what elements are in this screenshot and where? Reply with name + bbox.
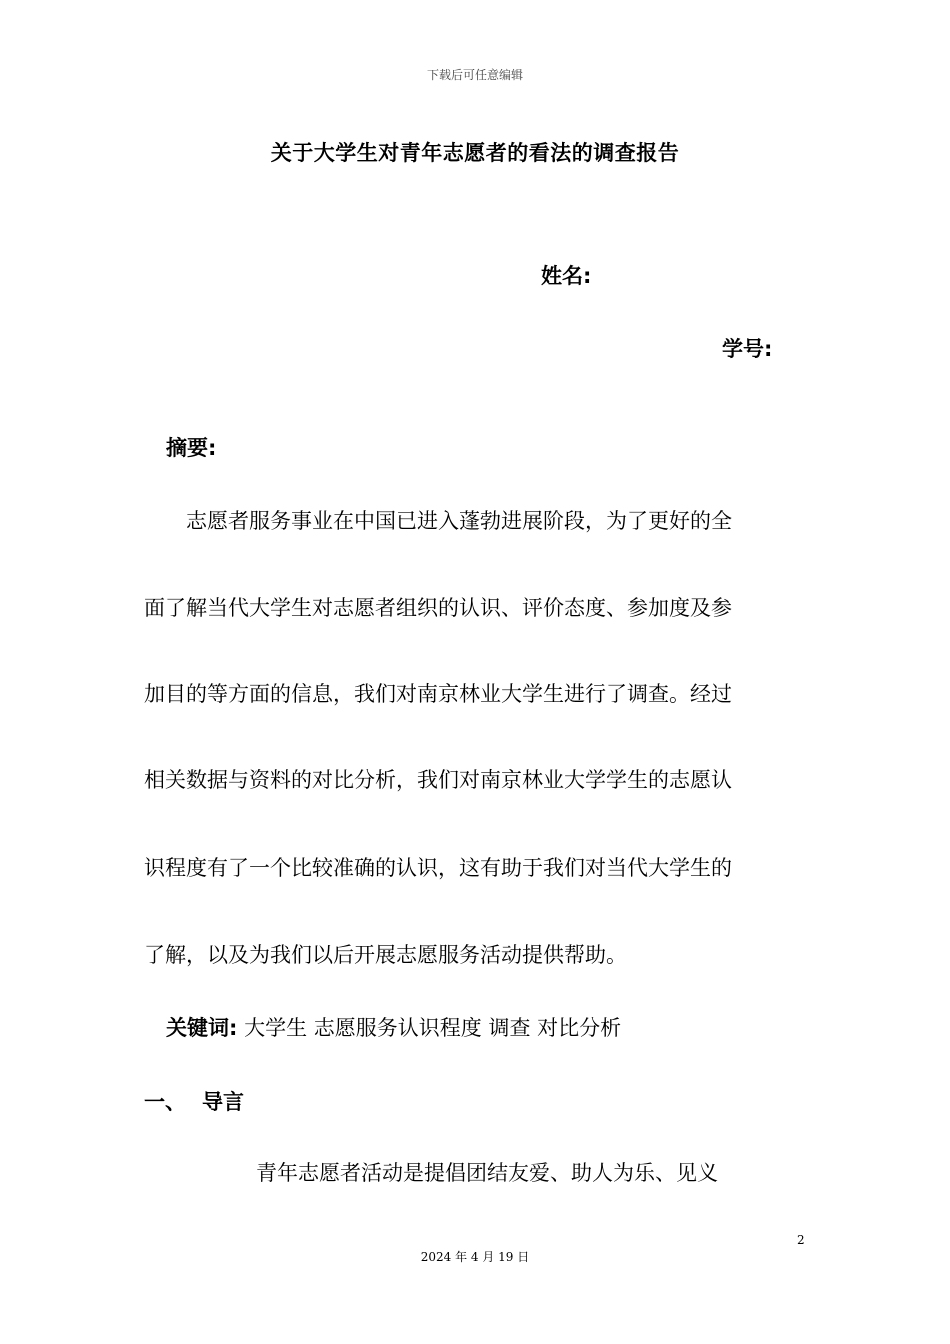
abstract-label: 摘要:	[166, 436, 217, 460]
section-title: 导言	[202, 1090, 244, 1114]
keywords-label: 关键词:	[166, 1016, 238, 1040]
name-field-label: 姓名:	[541, 264, 592, 288]
abstract-line: 了解，以及为我们以后开展志愿服务活动提供帮助。	[144, 943, 627, 967]
abstract-line: 识程度有了一个比较准确的认识，这有助于我们对当代大学生的	[144, 856, 732, 880]
section-number: 一、	[144, 1090, 186, 1114]
keywords-text: 大学生 志愿服务认识程度 调查 对比分析	[244, 1016, 622, 1040]
abstract-line: 面了解当代大学生对志愿者组织的认识、评价态度、参加度及参	[144, 596, 732, 620]
intro-paragraph: 青年志愿者活动是提倡团结友爱、助人为乐、见义	[256, 1161, 718, 1185]
student-id-label: 学号:	[722, 337, 773, 361]
abstract-line: 志愿者服务事业在中国已进入蓬勃进展阶段，为了更好的全	[144, 509, 732, 533]
section-heading	[144, 1086, 244, 1116]
footer-date: 2024 年 4 月 19 日	[420, 1250, 530, 1264]
page-title: 关于大学生对青年志愿者的看法的调查报告	[270, 141, 680, 165]
page-number: 2	[797, 1233, 805, 1247]
keywords	[166, 1012, 621, 1042]
abstract-line: 相关数据与资料的对比分析，我们对南京林业大学学生的志愿认	[144, 768, 732, 792]
abstract-line: 加目的等方面的信息，我们对南京林业大学生进行了调查。经过	[144, 682, 732, 706]
header-note: 下载后可任意编辑	[426, 68, 523, 82]
